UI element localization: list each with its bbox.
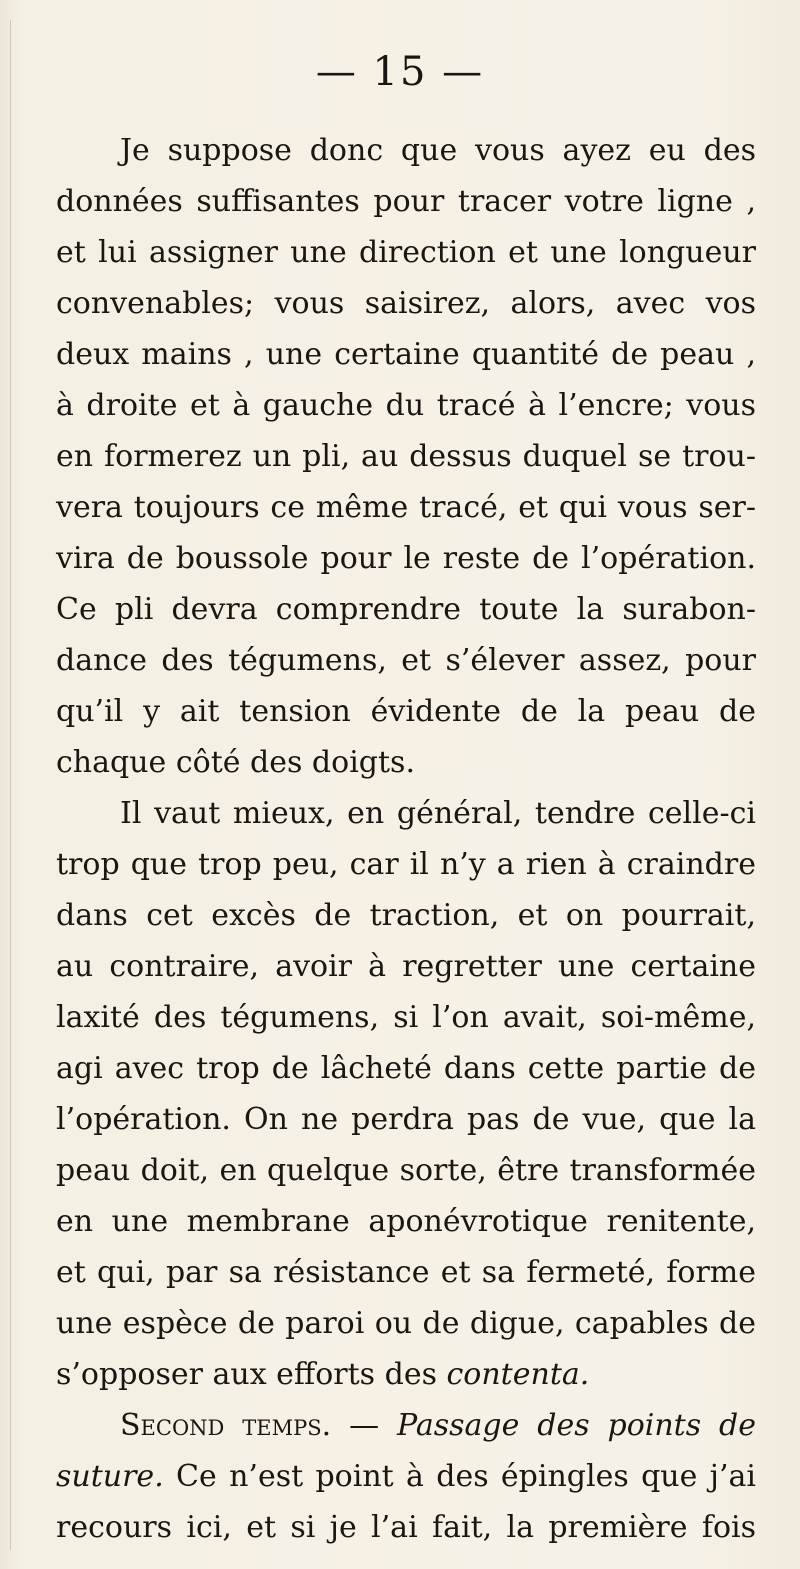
- text-run: Ce n’est point à des épingles que j’ai: [163, 1459, 756, 1494]
- section-heading: Second temps.: [120, 1408, 332, 1443]
- text-line: et lui assigner une direction et une longueur: [56, 235, 756, 270]
- text-line: recours ici, et si je l’ai fait, la première fois: [56, 1510, 756, 1545]
- text-line: Je suppose donc que vous ayez eu des: [120, 133, 756, 168]
- text-line: trop que trop peu, car il n’y a rien à craindre: [56, 847, 756, 882]
- text-line: deux mains , une certaine quantité de peau ,: [56, 337, 756, 372]
- text-line: et qui, par sa résistance et sa fermeté, forme: [56, 1255, 756, 1290]
- text-line: convenables; vous saisirez, alors, avec vos: [56, 286, 756, 321]
- text-line: [56, 1349, 756, 1400]
- text-line: Ce pli devra comprendre toute la surabon-: [56, 592, 756, 627]
- text-line: vera toujours ce même tracé, et qui vous ser-: [56, 490, 756, 525]
- text-line: vira de boussole pour le reste de l’opération.: [56, 541, 756, 576]
- text-line: l’opération. On ne perdra pas de vue, que la: [56, 1102, 756, 1137]
- text-line: au contraire, avoir à regretter une certaine: [56, 949, 756, 984]
- page-gutter: [10, 20, 11, 1550]
- text-line: chaque côté des doigts.: [56, 745, 415, 780]
- text-line: Il vaut mieux, en général, tendre celle-ci: [120, 796, 756, 831]
- page-number: — 15 —: [315, 49, 485, 95]
- text-line: une espèce de paroi ou de digue, capables de: [56, 1306, 756, 1341]
- text-line: données suffisantes pour tracer votre ligne ,: [56, 184, 756, 219]
- text-line: agi avec trop de lâcheté dans cette partie de: [56, 1051, 756, 1086]
- text-line: à droite et à gauche du tracé à l’encre; vous: [56, 388, 756, 423]
- text-line: peau doit, en quelque sorte, être transformée: [56, 1153, 756, 1188]
- text-line: en une membrane aponévrotique renitente,: [56, 1204, 756, 1239]
- text-line: [56, 1451, 756, 1502]
- text-line: dans cet excès de traction, et on pourrait,: [56, 898, 756, 933]
- text-line: dance des tégumens, et s’élever assez, pour: [56, 643, 756, 678]
- body-text: [56, 125, 756, 1553]
- section-title: Passage des points de: [396, 1408, 756, 1443]
- em-dash: —: [331, 1408, 397, 1443]
- text-line: laxité des tégumens, si l’on avait, soi-même,: [56, 1000, 756, 1035]
- text-line: en formerez un pli, au dessus duquel se trou-: [56, 439, 756, 474]
- section-heading-line: [56, 1400, 756, 1451]
- italic-term: contenta.: [446, 1357, 590, 1392]
- section-title-cont: suture.: [56, 1459, 164, 1494]
- text-run: s’opposer aux efforts des: [56, 1357, 447, 1392]
- text-line: qu’il y ait tension évidente de la peau de: [56, 694, 756, 729]
